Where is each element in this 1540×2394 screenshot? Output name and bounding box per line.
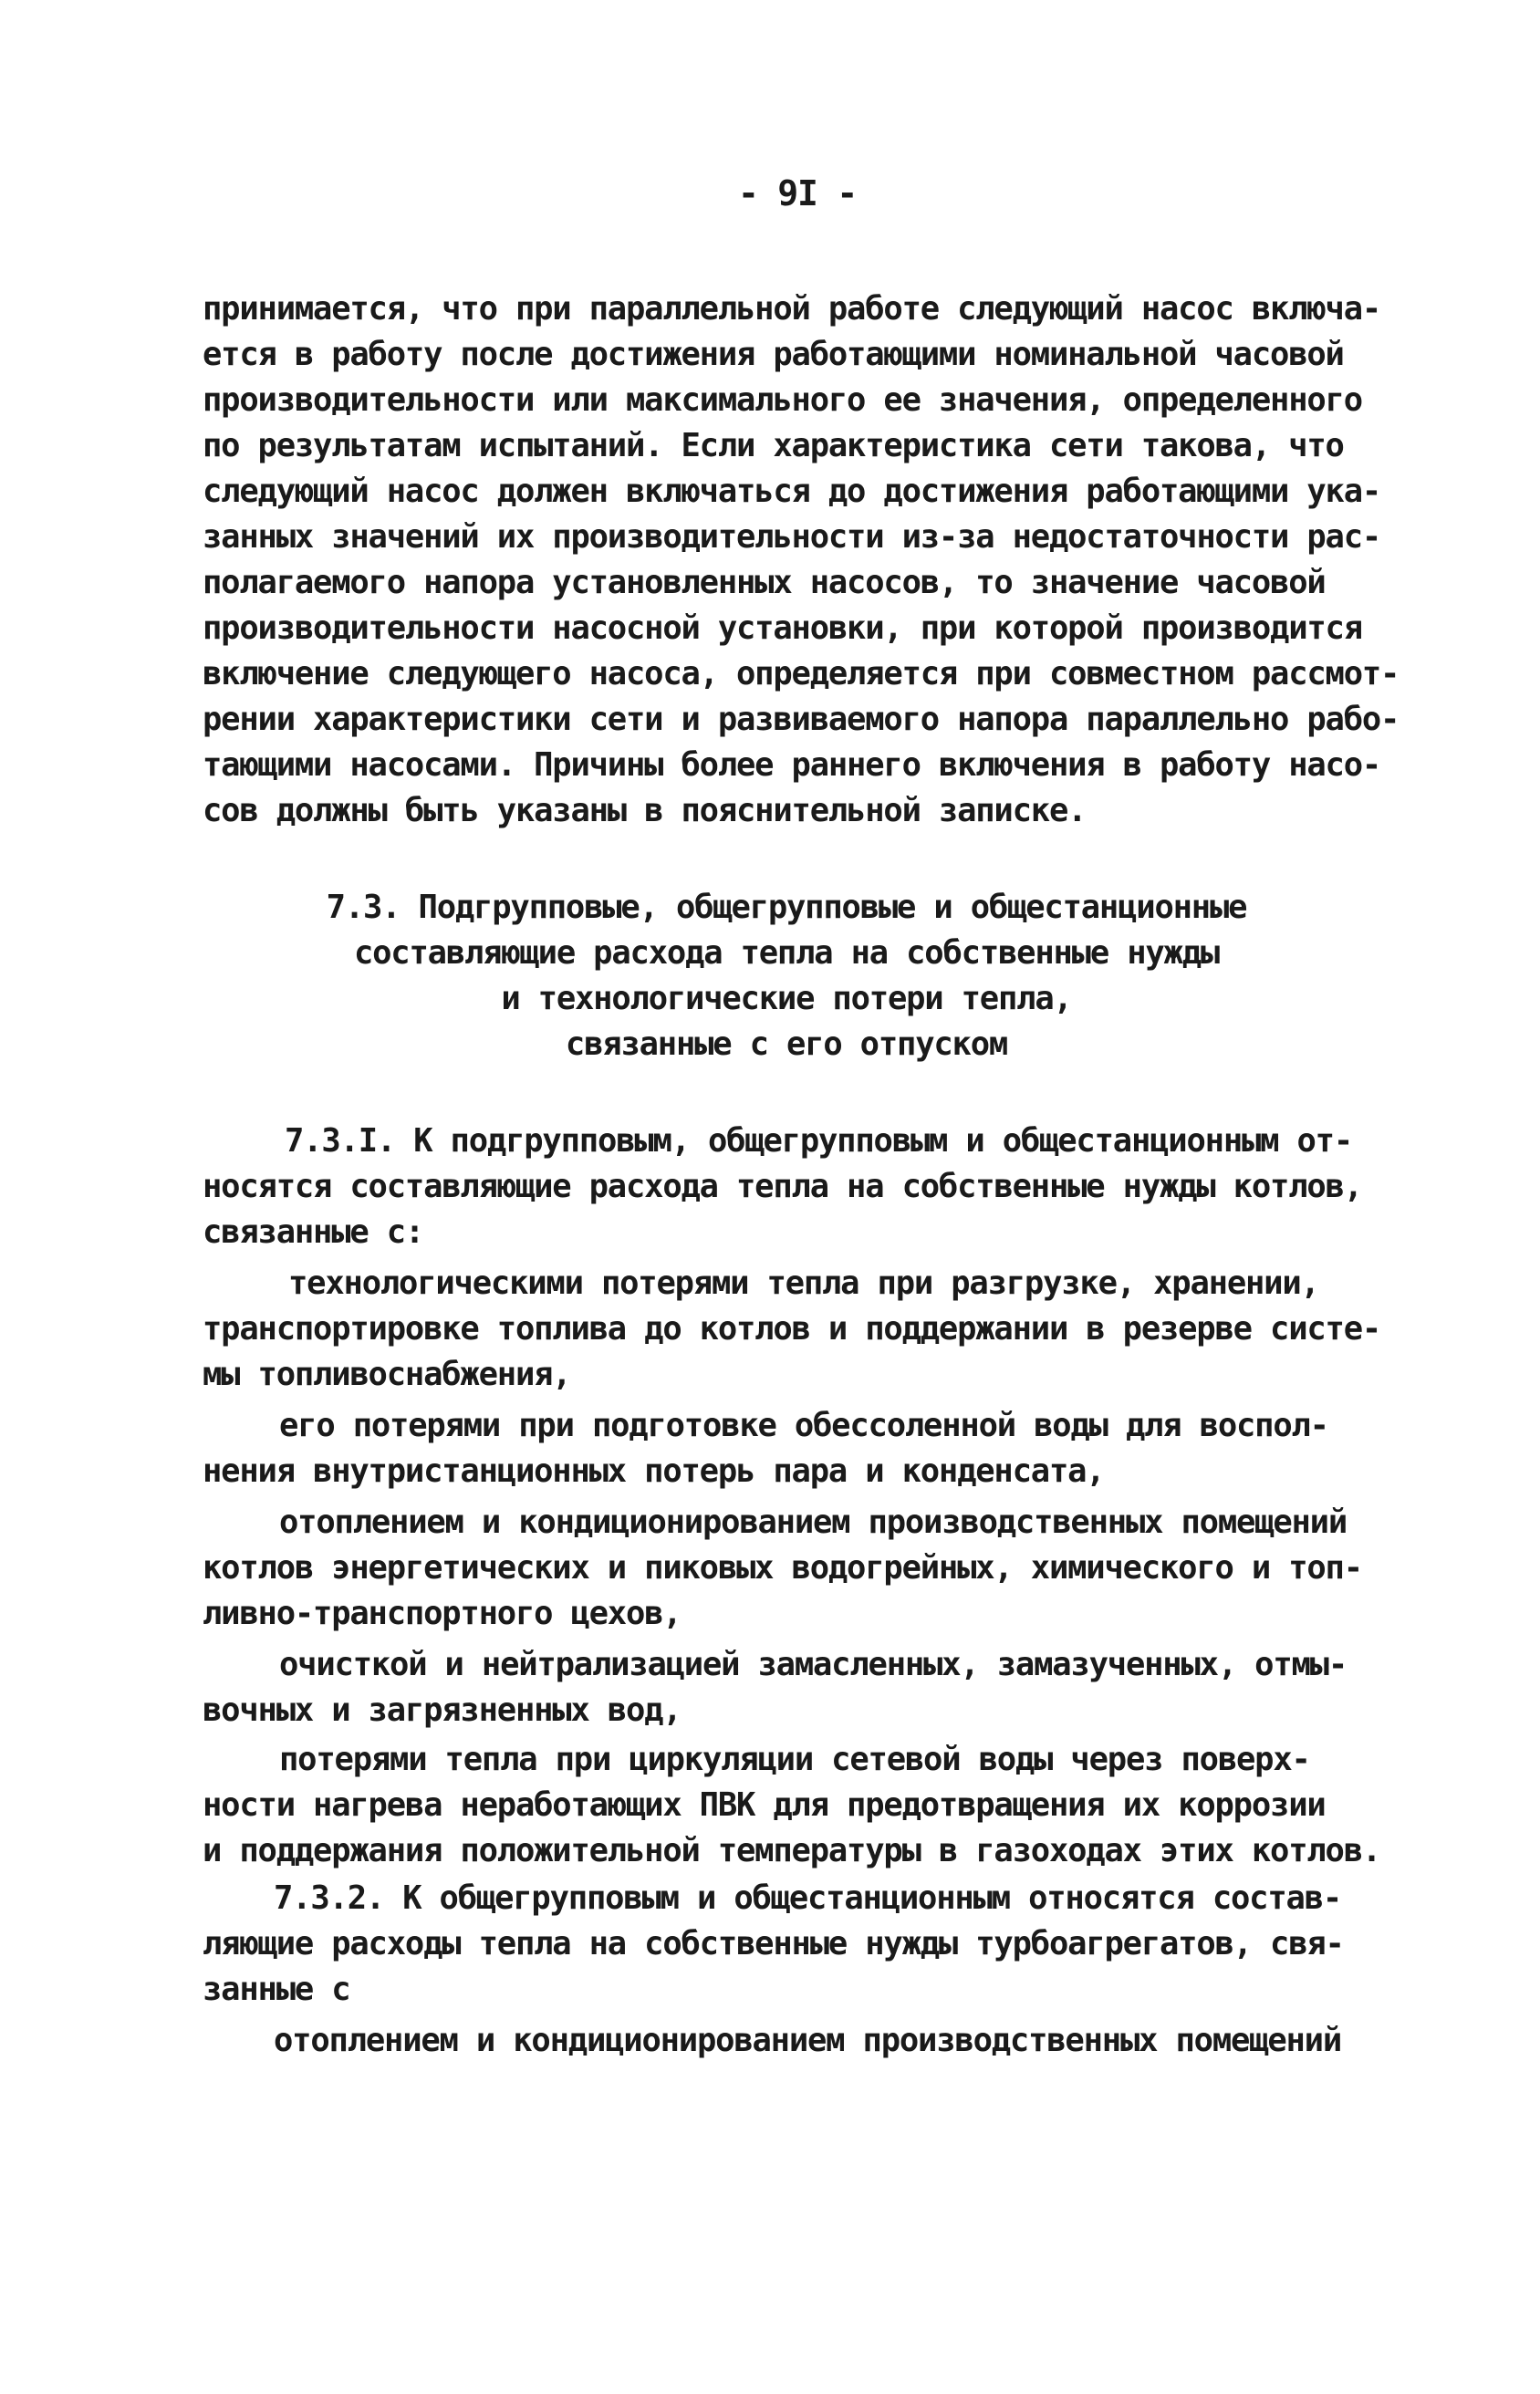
text-line: производительности или максимального ее значения, определенного (203, 381, 1362, 419)
text-line: котлов энергетических и пиковых водогрейных, химического и топ- (203, 1549, 1362, 1587)
paragraph-7-3-2 (0, 1879, 1540, 2319)
text-line: по результатам испытаний. Если характеристика сети такова, что (203, 427, 1344, 464)
text-line: связанные с: (203, 1213, 424, 1251)
text-line: мы топливоснабжения, (203, 1356, 571, 1393)
text-line: сов должны быть указаны в пояснительной записке. (203, 792, 1087, 829)
paragraph-7-3-1 (0, 1122, 1540, 1945)
text-line: следующий насос должен включаться до достижения работающими ука- (203, 473, 1381, 510)
heading-line: 7.3. Подгрупповые, общегрупповые и общестанционные (326, 889, 1247, 926)
text-line: ности нагрева неработающих ПВК для предотвращения их коррозии (203, 1786, 1326, 1824)
page-number: - 9I - (737, 173, 858, 213)
text-line: рении характеристики сети и развиваемого напора параллельно рабо- (203, 701, 1400, 738)
heading-line: связанные с его отпуском (565, 1025, 1008, 1063)
text-line: ется в работу после достижения работающими номинальной часовой (203, 336, 1344, 373)
text-line: ливно-транспортного цехов, (203, 1595, 682, 1632)
heading-line: составляющие расхода тепла на собственные нужды (353, 934, 1220, 972)
text-line: транспортировке топлива до котлов и поддержании в резерве систе- (203, 1310, 1381, 1348)
text-line: принимается, что при параллельной работе следующий насос включа- (203, 290, 1381, 328)
text-line: носятся составляющие расхода тепла на собственные нужды котлов, (203, 1168, 1362, 1205)
text-line: 7.3.I. К подгрупповым, общегрупповым и общестанционным от- (285, 1122, 1353, 1160)
text-line: включение следующего насоса, определяется при совместном рассмот- (203, 655, 1400, 692)
text-line: полагаемого напора установленных насосов, то значение часовой (203, 564, 1326, 601)
text-line: 7.3.2. К общегрупповым и общестанционным относятся состав- (274, 1879, 1342, 1917)
text-line: отоплением и кондиционированием производственных помещений (279, 1504, 1348, 1541)
text-line: занные с (203, 1971, 350, 2008)
text-line: отоплением и кондиционированием производственных помещений (274, 2022, 1342, 2059)
heading-line: и технологические потери тепла, (501, 980, 1072, 1017)
text-line: технологическими потерями тепла при разгрузке, хранении, (288, 1265, 1319, 1302)
text-line: ляющие расходы тепла на собственные нужды турбоагрегатов, свя- (203, 1925, 1344, 1962)
text-line: нения внутристанционных потерь пара и конденсата, (203, 1452, 1105, 1490)
paragraph-continuation (0, 224, 1540, 829)
text-line: очисткой и нейтрализацией замасленных, замазученных, отмы- (279, 1646, 1348, 1683)
text-line: и поддержания положительной температуры в газоходах этих котлов. (203, 1832, 1381, 1869)
section-heading (0, 889, 1540, 1122)
text-line: потерями тепла при циркуляции сетевой воды через поверх- (279, 1741, 1310, 1778)
text-line: занных значений их производительности из-за недостаточности рас- (203, 518, 1381, 556)
text-line: вочных и загрязненных вод, (203, 1691, 682, 1729)
text-line: тающими насосами. Причины более раннего включения в работу насо- (203, 746, 1381, 784)
text-line: его потерями при подготовке обессоленной воды для воспол- (279, 1407, 1328, 1444)
text-line: производительности насосной установки, при которой производится (203, 609, 1362, 647)
